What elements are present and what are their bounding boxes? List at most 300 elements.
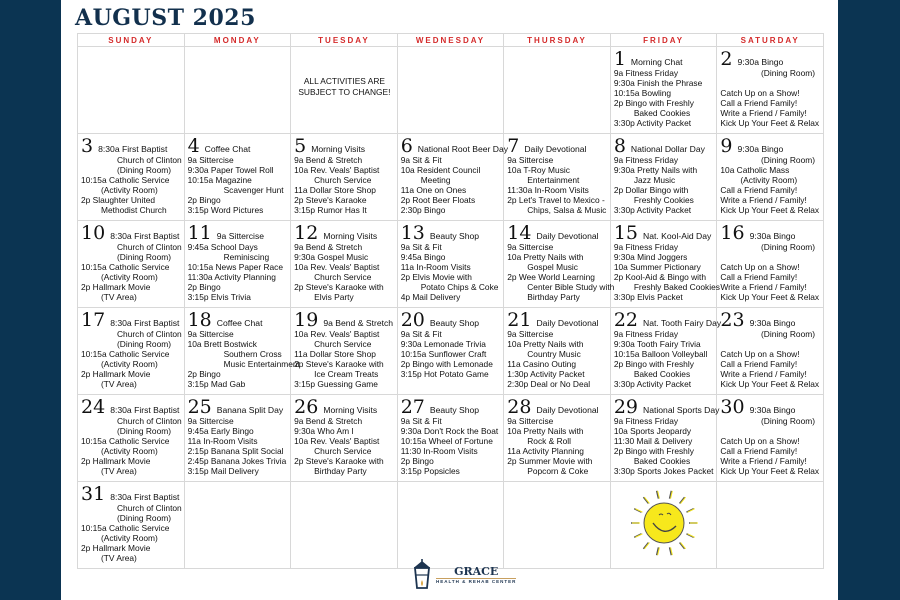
activity-item: 9:30a Finish the Phrase: [613, 78, 703, 89]
day-heading: [507, 398, 608, 416]
day-heading: [401, 398, 502, 416]
activity-item: 9:45a Early Bingo: [187, 426, 254, 437]
day-cell-22: [610, 308, 722, 395]
day-cell-13: [397, 221, 504, 308]
day-heading: [188, 224, 289, 242]
activity-item: 11a In-Room Visits: [187, 436, 258, 447]
activity-item: 3:30p Sports Jokes Packet: [613, 466, 714, 477]
activity-item: Church Service: [314, 272, 372, 283]
day-cell-28: [504, 395, 611, 482]
day-heading: [188, 311, 289, 329]
activity-item: 2p Root Beer Floats: [400, 195, 476, 206]
activity-item: 9:30a Tooth Fairy Trivia: [613, 339, 701, 350]
date-number: 24: [81, 396, 106, 418]
day-heading: [507, 224, 608, 242]
activity-item: 10:15a Balloon Volleyball: [613, 349, 708, 360]
activity-item: 9a Sit & Fit: [400, 155, 442, 165]
activity-item: Morning Visits: [323, 231, 378, 241]
activity-item: 11a Dollar Store Shop: [294, 185, 376, 196]
activity-item: 11a One on Ones: [400, 185, 467, 196]
activity-item: 9a Sittercise: [187, 155, 234, 165]
date-number: 9: [720, 135, 733, 157]
date-number: 4: [187, 135, 200, 157]
activity-item: Kick Up Your Feet & Relax: [720, 379, 820, 390]
activity-item: 10a Catholic Mass: [720, 165, 790, 176]
activity-item: (Dining Room): [117, 426, 171, 437]
logo-name: GRACE: [436, 566, 516, 579]
activity-item: 11:30 In-Room Visits: [400, 446, 478, 457]
activity-item: 2:30p Bingo: [400, 205, 446, 216]
activity-item: 2p Steve's Karaoke with: [294, 359, 384, 370]
activity-item: 11:30 Mail & Delivery: [613, 436, 693, 447]
date-number: 13: [400, 222, 425, 244]
activity-item: Baked Cookies: [633, 456, 691, 467]
activity-item: 10a Sports Jeopardy: [613, 426, 692, 437]
activity-item: Ice Cream Treats: [314, 369, 379, 380]
left-border: [0, 0, 61, 600]
day-heading: [81, 485, 182, 503]
activity-item: Banana Split Day: [216, 405, 284, 415]
day-heading: [614, 224, 715, 242]
activity-item: 9:30a Bingo: [749, 231, 796, 241]
day-heading: [81, 398, 182, 416]
weekday-sunday: SUNDAY: [78, 34, 185, 47]
activity-item: 10:15a Catholic Service: [81, 262, 170, 273]
activity-item: Methodist Church: [101, 205, 167, 216]
day-heading: [81, 224, 182, 242]
activity-item: 3:15p Elvis Trivia: [187, 292, 251, 303]
activity-item: National Sports Day: [643, 405, 720, 415]
activity-item: (Dining Room): [117, 339, 171, 350]
activity-item: 2p Bingo with Lemonade: [400, 359, 493, 370]
activity-item: (Activity Room): [101, 272, 158, 283]
day-cell-26: [291, 395, 398, 482]
day-cell-17: [78, 308, 185, 395]
activity-item: 9a Sittercise: [507, 242, 554, 252]
activity-item: Morning Visits: [311, 144, 366, 154]
activity-item: 10a T-Roy Music: [507, 165, 570, 176]
day-heading: [613, 396, 720, 418]
day-heading: [294, 311, 395, 329]
activity-item: 2:30p Deal or No Deal: [507, 379, 591, 390]
activity-item: Beauty Shop: [429, 318, 480, 328]
date-number: 26: [294, 396, 319, 418]
activity-item: Scavenger Hunt: [223, 185, 284, 196]
date-number: 11: [187, 222, 212, 244]
activity-item: 2p Hallmark Movie: [81, 369, 151, 380]
activity-item: [720, 339, 821, 349]
activity-item: 2:15p Banana Split Social: [187, 446, 284, 457]
activity-item: 9a Bend & Stretch: [323, 318, 394, 328]
activity-item: 3:15p Guessing Game: [294, 379, 378, 390]
activity-item: 11a Dollar Store Shop: [294, 349, 376, 360]
activity-item: Call a Friend Family!: [720, 185, 798, 196]
activity-item: 2p Steve's Karaoke: [294, 195, 367, 206]
day-heading: [720, 398, 821, 416]
weekday-thursday: THURSDAY: [504, 34, 611, 47]
date-number: 14: [507, 222, 532, 244]
activity-item: Catch Up on a Show!: [720, 88, 800, 99]
activity-item: 9a Sittercise: [187, 416, 234, 426]
activity-item: 2p Dollar Bingo with: [613, 185, 689, 196]
day-cell-10: [78, 221, 185, 308]
activity-item: 9:45a School Days: [187, 242, 258, 252]
grace-logo: [412, 558, 516, 592]
activity-item: 10:15a Sunflower Craft: [400, 349, 487, 360]
activity-item: 11:30a Activity Planning: [187, 272, 276, 283]
activity-item: 10a Rev. Veals' Baptist: [294, 329, 380, 339]
weekday-friday: FRIDAY: [610, 34, 717, 47]
activity-item: 9a Fitness Friday: [613, 329, 679, 339]
activity-item: 10a Pretty Nails with: [507, 252, 584, 263]
activity-item: 9a Sit & Fit: [400, 242, 442, 252]
activity-item: (Dining Room): [117, 513, 171, 524]
week-row: [78, 482, 824, 569]
activity-item: [720, 78, 821, 88]
day-cell-29: [610, 395, 720, 482]
date-number: 20: [400, 309, 425, 331]
activity-item: (TV Area): [101, 292, 137, 303]
activity-item: 10:15a Bowling: [613, 88, 672, 99]
day-heading: [81, 137, 182, 155]
day-heading: [720, 50, 821, 68]
activity-item: Birthday Party: [314, 466, 367, 477]
activity-item: 1:30p Activity Packet: [507, 369, 585, 380]
activity-item: (Dining Room): [117, 252, 171, 263]
activity-item: Catch Up on a Show!: [720, 262, 800, 273]
activity-item: Nat. Kool-Aid Day: [643, 231, 712, 241]
activity-item: 3:30p Activity Packet: [613, 118, 692, 129]
activity-item: Country Music: [527, 349, 581, 360]
activity-item: 2p Bingo with Freshly: [613, 359, 694, 370]
date-number: 10: [81, 222, 106, 244]
activity-item: National Dollar Day: [630, 144, 705, 154]
day-cell-4: [184, 134, 291, 221]
activity-item: 9a Sit & Fit: [400, 416, 442, 426]
activity-item: 9:30a Who Am I: [294, 426, 354, 437]
activity-item: 9a Sittercise: [216, 231, 265, 241]
activity-item: Morning Chat: [630, 57, 683, 67]
activity-item: 8:30a First Baptist: [110, 405, 180, 415]
page-title: AUGUST 2025: [75, 5, 256, 31]
day-heading: [720, 311, 821, 329]
activity-item: 10a Summer Pictionary: [613, 262, 701, 273]
calendar-grid: [77, 33, 824, 569]
activity-item: Reminiscing: [223, 252, 270, 263]
activity-item: [720, 426, 821, 436]
activity-item: 3:30p Elvis Packet: [613, 292, 683, 303]
activity-item: 9a Sittercise: [507, 329, 554, 339]
empty-day-cell: [78, 47, 185, 134]
date-number: 30: [720, 396, 745, 418]
activity-item: Beauty Shop: [429, 405, 480, 415]
day-cell-3: [78, 134, 185, 221]
date-number: 7: [507, 135, 520, 157]
date-number: 17: [81, 309, 106, 331]
activity-item: Jazz Music: [633, 175, 676, 186]
day-heading: [188, 398, 289, 416]
day-heading: [613, 309, 722, 331]
activity-item: 9:30a Gospel Music: [294, 252, 369, 263]
activity-item: Write a Friend / Family!: [720, 108, 807, 119]
activity-item: Daily Devotional: [536, 318, 599, 328]
activity-item: 3:15p Mad Gab: [187, 379, 246, 390]
date-number: 21: [507, 309, 532, 331]
activity-item: (Dining Room): [761, 416, 815, 426]
day-cell-21: [504, 308, 611, 395]
activity-item: Baked Cookies: [633, 369, 691, 380]
activity-item: Call a Friend Family!: [720, 98, 798, 109]
activity-item: Kick Up Your Feet & Relax: [720, 292, 820, 303]
activity-item: 2p Wee World Learning: [507, 272, 595, 283]
activity-item: Beauty Shop: [429, 231, 480, 241]
activity-item: 8:30a First Baptist: [110, 492, 180, 502]
empty-day-cell: [504, 47, 611, 134]
date-number: 31: [81, 483, 106, 505]
weekday-tuesday: TUESDAY: [291, 34, 398, 47]
activity-item: Church of Clinton: [117, 242, 182, 252]
activity-item: 9a Bend & Stretch: [294, 242, 363, 252]
activity-item: Daily Devotional: [536, 231, 599, 241]
activity-item: (Dining Room): [761, 68, 815, 78]
date-number: 18: [187, 309, 212, 331]
activity-item: Entertainment: [527, 175, 580, 186]
activity-item: Church of Clinton: [117, 416, 182, 426]
activity-item: 9a Fitness Friday: [613, 155, 679, 165]
activity-item: 3:15p Mail Delivery: [187, 466, 259, 477]
activity-item: 11a In-Room Visits: [400, 262, 471, 273]
date-number: 6: [400, 135, 413, 157]
day-cell-25: [184, 395, 291, 482]
activity-item: Southern Cross: [223, 349, 282, 360]
day-cell-16: [717, 221, 824, 308]
activity-item: 9a Sittercise: [187, 329, 234, 339]
activity-item: (Dining Room): [761, 155, 815, 165]
activity-item: (TV Area): [101, 466, 137, 477]
empty-day-cell: [397, 47, 504, 134]
activity-item: Birthday Party: [527, 292, 580, 303]
activity-item: 2p Hallmark Movie: [81, 543, 151, 554]
activity-item: Write a Friend / Family!: [720, 369, 807, 380]
date-number: 29: [613, 396, 638, 418]
date-number: 27: [400, 396, 425, 418]
activity-item: 2p Bingo: [187, 195, 221, 206]
empty-day-cell: [291, 47, 398, 134]
date-number: 12: [294, 222, 319, 244]
activity-item: (Activity Room): [740, 175, 798, 186]
day-cell-30: [717, 395, 824, 482]
weekday-header-row: [78, 34, 824, 47]
date-number: 2: [720, 48, 733, 70]
activity-item: 9:30a Pretty Nails with: [613, 165, 698, 176]
activity-item: (TV Area): [101, 379, 137, 390]
activity-item: 3:15p Rumor Has It: [294, 205, 367, 216]
day-cell-23: [717, 308, 824, 395]
activity-item: Morning Visits: [323, 405, 378, 415]
activity-item: Call a Friend Family!: [720, 359, 798, 370]
date-number: 22: [613, 309, 638, 331]
activity-item: Call a Friend Family!: [720, 446, 798, 457]
empty-day-cell: [184, 47, 291, 134]
day-cell-9: [717, 134, 824, 221]
activity-item: 10:15a Catholic Service: [81, 349, 170, 360]
activity-item: Freshly Cookies: [633, 195, 694, 206]
activity-item: 2p Bingo: [187, 369, 221, 380]
activity-item: 11:30a In-Room Visits: [507, 185, 589, 196]
activity-item: 10:15a Catholic Service: [81, 175, 170, 186]
activity-item: Coffee Chat: [216, 318, 263, 328]
activity-item: 3:15p Word Pictures: [187, 205, 264, 216]
week-row: [78, 221, 824, 308]
activity-item: 9a Bend & Stretch: [294, 416, 363, 426]
activity-item: Kick Up Your Feet & Relax: [720, 118, 820, 129]
activity-item: 2p Bingo with Freshly: [613, 98, 694, 109]
activity-item: Rock & Roll: [527, 436, 571, 447]
activity-item: Church of Clinton: [117, 155, 182, 165]
activity-item: 10a Rev. Veals' Baptist: [294, 262, 380, 273]
activity-item: (Activity Room): [101, 185, 158, 196]
day-heading: [400, 135, 509, 157]
day-cell-6: [397, 134, 509, 221]
date-number: 15: [613, 222, 638, 244]
activity-item: Catch Up on a Show!: [720, 436, 800, 447]
activity-item: (Activity Room): [101, 533, 158, 544]
activity-item: 10:15a Magazine: [187, 175, 252, 186]
week-row: [78, 134, 824, 221]
activity-item: 9a Bend & Stretch: [294, 155, 363, 165]
activity-item: 2p Steve's Karaoke with: [294, 456, 384, 467]
activity-item: Chips, Salsa & Music: [527, 205, 607, 216]
date-number: 23: [720, 309, 745, 331]
activity-item: Center Bible Study with: [527, 282, 615, 293]
activity-item: Write a Friend / Family!: [720, 456, 807, 467]
sun-illustration-cell: [610, 482, 717, 569]
activity-item: Write a Friend / Family!: [720, 282, 807, 293]
activity-item: 8:30a First Baptist: [110, 231, 180, 241]
activity-item: 9:30a Bingo: [749, 318, 796, 328]
activity-item: 10a Pretty Nails with: [507, 426, 584, 437]
activity-item: 2:45p Banana Jokes Trivia: [187, 456, 287, 467]
activity-item: 9a Fitness Friday: [613, 68, 679, 78]
activity-item: 2p Hallmark Movie: [81, 282, 151, 293]
activity-item: 9:30a Lemonade Trivia: [400, 339, 486, 350]
date-number: 25: [187, 396, 212, 418]
activity-item: 2p Slaughter United: [81, 195, 156, 206]
activity-item: 9:30a Bingo: [737, 144, 784, 154]
day-heading: [294, 398, 395, 416]
day-heading: [81, 311, 182, 329]
activity-item: 9a Fitness Friday: [613, 416, 679, 426]
week-row: [78, 395, 824, 482]
activity-item: 9:45a Bingo: [400, 252, 446, 263]
activity-item: Potato Chips & Coke: [420, 282, 499, 293]
activity-item: 9a Sit & Fit: [400, 329, 442, 339]
day-heading: [294, 137, 395, 155]
activity-item: (Activity Room): [101, 446, 158, 457]
activity-item: Gospel Music: [527, 262, 578, 273]
day-heading: [188, 137, 289, 155]
activity-item: Kick Up Your Feet & Relax: [720, 205, 820, 216]
day-cell-11: [184, 221, 291, 308]
activity-item: 10:15a Catholic Service: [81, 436, 170, 447]
activity-item: 3:15p Hot Potato Game: [400, 369, 489, 380]
day-cell-15: [610, 221, 720, 308]
activity-item: 8:30a First Baptist: [98, 144, 168, 154]
activity-item: 10:15a News Paper Race: [187, 262, 283, 273]
activity-item: 10a Brett Bostwick: [187, 339, 257, 350]
activity-item: (TV Area): [101, 553, 137, 564]
activity-item: 2p Hallmark Movie: [81, 456, 151, 467]
activity-item: Freshly Baked Cookies: [633, 282, 720, 293]
activity-item: 2p Bingo with Freshly: [613, 446, 694, 457]
day-cell-24: [78, 395, 185, 482]
activity-item: Elvis Party: [314, 292, 354, 303]
activity-item: Church Service: [314, 339, 372, 350]
day-cell-2: [717, 47, 824, 134]
date-number: 19: [294, 309, 319, 331]
empty-day-cell: [717, 482, 824, 569]
activity-item: (Dining Room): [117, 165, 171, 176]
activity-item: Baked Cookies: [633, 108, 691, 119]
day-heading: [720, 137, 821, 155]
activity-item: (Dining Room): [761, 242, 815, 252]
week-row: [78, 47, 824, 134]
activity-item: (Activity Room): [101, 359, 158, 370]
day-cell-7: [504, 134, 611, 221]
activity-item: 10a Resident Council: [400, 165, 481, 176]
activity-item: Write a Friend / Family!: [720, 195, 807, 206]
activity-item: Daily Devotional: [524, 144, 587, 154]
date-number: 8: [613, 135, 626, 157]
activity-item: Popcorn & Coke: [527, 466, 589, 477]
day-heading: [614, 50, 715, 68]
day-cell-31: [78, 482, 185, 569]
activity-item: 2p Bingo: [187, 282, 221, 293]
activity-item: [720, 252, 821, 262]
date-number: 16: [720, 222, 745, 244]
activity-item: Music Entertainment: [223, 359, 300, 370]
activity-item: Coffee Chat: [204, 144, 251, 154]
right-border: [838, 0, 900, 600]
activity-item: Daily Devotional: [536, 405, 599, 415]
day-cell-18: [184, 308, 300, 395]
activity-item: 4p Mail Delivery: [400, 292, 461, 303]
activity-item: 11a Casino Outing: [507, 359, 576, 370]
day-cell-19: [291, 308, 398, 395]
lantern-icon: [412, 558, 432, 592]
activity-item: 9:30a Don't Rock the Boat: [400, 426, 499, 437]
day-heading: [401, 224, 502, 242]
activity-item: Meeting: [420, 175, 451, 186]
empty-day-cell: [291, 482, 398, 569]
day-heading: [294, 224, 395, 242]
activity-item: (Dining Room): [761, 329, 815, 339]
activity-item: National Root Beer Day: [417, 144, 509, 154]
activity-item: 10:15a Catholic Service: [81, 523, 170, 534]
activity-item: 11a Activity Planning: [507, 446, 584, 457]
activity-item: 9a Sittercise: [507, 416, 554, 426]
smiling-sun-icon: [624, 488, 704, 558]
activities-change-note: ALL ACTIVITIES ARE SUBJECT TO CHANGE!: [298, 76, 391, 97]
day-cell-1: [610, 47, 717, 134]
day-cell-20: [397, 308, 504, 395]
activity-item: 3:30p Activity Packet: [613, 205, 692, 216]
activity-item: Call a Friend Family!: [720, 272, 798, 283]
day-cell-14: [504, 221, 615, 308]
day-heading: [401, 311, 502, 329]
activity-item: 10a Pretty Nails with: [507, 339, 584, 350]
activity-item: Church Service: [314, 175, 372, 186]
